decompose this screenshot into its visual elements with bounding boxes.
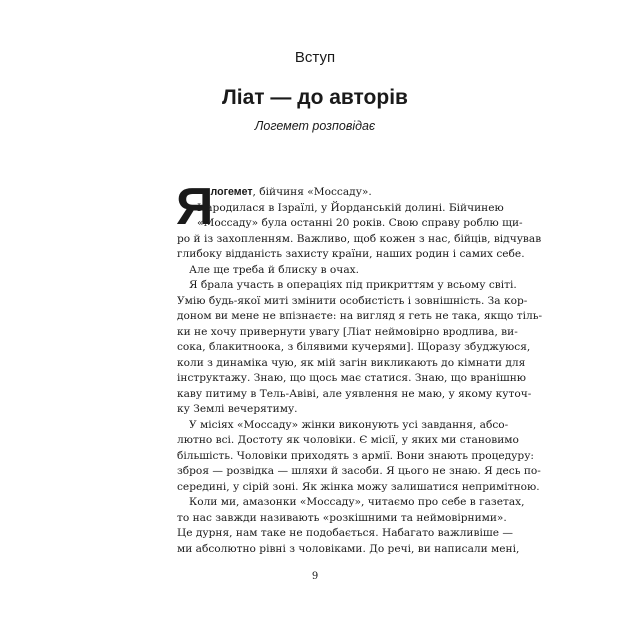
text-line: Я брала участь в операціях під прикриттям у всьому світі. [189, 279, 517, 291]
text-line: то нас завжди називають «розкішними та неймовірними». [177, 511, 507, 524]
page-number: 9 [311, 571, 319, 582]
text-line: ро й із захопленням. Важливо, щоб кожен з нас, бійців, відчував [177, 232, 542, 245]
text-line: інструктажу. Знаю, що щось має статися. Знаю, що вранішню [177, 372, 527, 384]
text-line: «Моссаду» була останні 20 років. Свою справу роблю щи- [197, 217, 523, 229]
text-line: середині, у сірій зоні. Як жінка можу залишатися непримітною. [177, 480, 540, 493]
text-fragment: , бійчиня «Моссаду». [252, 186, 372, 198]
bold-term: — логемет [197, 186, 253, 198]
text-line: каву питиму в Тель-Авіві, але уявлення не маю, у якому куточ- [177, 387, 532, 400]
chapter-title: Ліат — до авторів [222, 86, 408, 109]
text-line: більшість. Чоловіки приходять з армії. Вони знають процедуру: [177, 449, 534, 462]
text-line: ки не хочу привернути увагу [Ліат неймовірно вродлива, ви- [177, 325, 518, 338]
text-line [177, 185, 457, 201]
body-text [176, 178, 543, 557]
section-heading: Вступ [294, 49, 336, 66]
drop-cap: Я [176, 178, 214, 236]
text-line: глибоку відданість захисту країни, наших родин і самих себе. [177, 248, 525, 260]
text-line: зброя — розвідка — шляхи й засоби. Я цього не знаю. Я десь по- [177, 465, 541, 477]
text-line: Народилася в Ізраїлі, у Йорданській долині. Бійчинею [197, 201, 504, 214]
chapter-subtitle: Логемет розповідає [254, 119, 376, 133]
text-line: Коли ми, амазонки «Моссаду», читаємо про себе в газетах, [189, 496, 525, 508]
text-line: лютно всі. Достоту як чоловіки. Є місії, у яких ми становимо [177, 434, 519, 446]
text-line: доном ви мене не впізнаєте: на вигляд я геть не така, якщо тіль- [177, 310, 543, 322]
text-line: Але ще треба й блиску в очах. [189, 263, 359, 276]
text-line: коли з динаміка чую, як мій загін викликають до кімнати для [177, 356, 526, 369]
text-line: ку Землі вечерятиму. [177, 403, 298, 415]
text-line: сока, блакитноока, з білявими кучерями]. Щоразу збуджуюся, [177, 341, 531, 353]
text-line: У місіях «Моссаду» жінки виконують усі завдання, абсо- [189, 418, 509, 431]
text-line: Умію будь-якої миті змінити особистість і зовнішність. За кор- [177, 294, 528, 307]
text-line: Це дурня, нам таке не подобається. Набагато важливіше — [177, 527, 513, 539]
text-line: ми абсолютно рівні з чоловіками. До речі, ви написали мені, [177, 542, 520, 555]
